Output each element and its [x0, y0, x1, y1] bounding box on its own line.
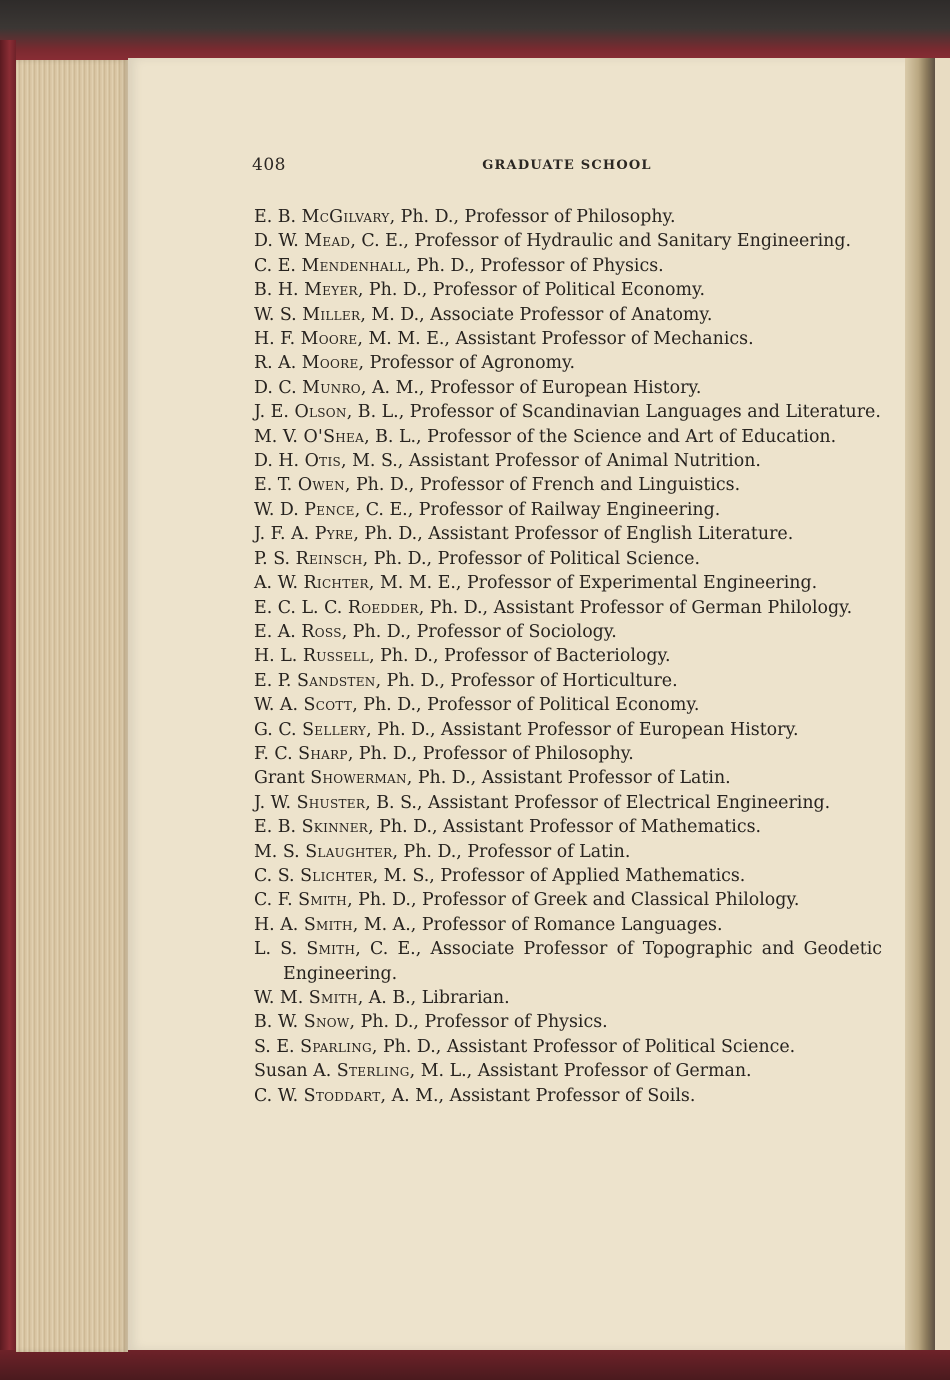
- faculty-entry: [254, 1035, 882, 1059]
- entry-surname: Slaughter: [305, 841, 393, 862]
- entry-surname: Scott: [303, 695, 353, 716]
- entry-initials: C. S.: [254, 865, 301, 886]
- running-head: [252, 155, 882, 181]
- faculty-entry: [254, 303, 882, 327]
- entry-surname: Sparling: [300, 1036, 372, 1057]
- entry-credentials: , A. B., Librarian.: [357, 988, 510, 1008]
- entry-initials: E. B.: [254, 207, 302, 227]
- entry-credentials: , M. S., Assistant Professor of Animal Nutrition.: [341, 451, 761, 472]
- faculty-list: [254, 205, 882, 1108]
- entry-credentials: , M. M. E., Assistant Professor of Mechanics.: [357, 329, 754, 350]
- entry-initials: P. S.: [254, 548, 296, 569]
- page-edges: [16, 60, 128, 1352]
- entry-credentials: , Ph. D., Professor of French and Linguistics.: [344, 475, 741, 496]
- entry-credentials: , B. L., Professor of Scandinavian Languages and Literature.: [346, 402, 881, 423]
- faculty-entry: [254, 620, 882, 644]
- faculty-entry: [254, 327, 882, 351]
- entry-initials: B. W.: [254, 1012, 304, 1033]
- entry-initials: W. D.: [254, 499, 305, 520]
- faculty-entry: [254, 376, 882, 400]
- faculty-entry: [254, 278, 882, 302]
- entry-initials: M. S.: [254, 841, 306, 862]
- entry-credentials: , M. D., Associate Professor of Anatomy.: [360, 304, 713, 325]
- faculty-entry: [254, 547, 882, 571]
- entry-surname: Russell: [302, 646, 370, 667]
- entry-surname: Skinner: [301, 817, 369, 838]
- entry-initials: C. E.: [254, 255, 302, 276]
- faculty-entry: [254, 205, 882, 229]
- entry-surname: Munro: [302, 377, 361, 398]
- entry-credentials: , B. S., Assistant Professor of Electrical Engineering.: [365, 792, 831, 813]
- entry-surname: Ross: [301, 621, 342, 642]
- entry-initials: E. B.: [254, 817, 302, 838]
- entry-credentials: , Ph. D., Assistant Professor of European History.: [366, 719, 799, 740]
- entry-credentials: , Ph. D., Professor of Political Science.: [362, 548, 700, 569]
- entry-surname: Meyer: [304, 280, 358, 301]
- entry-surname: Reinsch: [295, 548, 363, 569]
- entry-credentials: , A. M., Assistant Professor of Soils.: [380, 1085, 696, 1106]
- entry-initials: D. H.: [254, 451, 305, 472]
- entry-surname: Sterling: [336, 1061, 410, 1082]
- entry-credentials: , Ph. D., Professor of Philosophy.: [347, 743, 634, 764]
- faculty-entry: [254, 571, 882, 595]
- entry-surname: Otis: [304, 451, 342, 472]
- entry-surname: Mead: [304, 231, 351, 252]
- entry-credentials: , C. E., Professor of Railway Engineering.: [354, 499, 721, 520]
- entry-surname: Roedder: [347, 597, 419, 618]
- entry-surname: Slichter: [300, 865, 373, 886]
- faculty-entry: [254, 742, 882, 766]
- faculty-entry: [254, 229, 882, 253]
- faculty-entry: [254, 498, 882, 522]
- entry-surname: Sellery: [302, 719, 367, 740]
- faculty-entry: [254, 864, 882, 888]
- entry-initials: D. W.: [254, 231, 305, 252]
- entry-initials: R. A.: [254, 353, 302, 374]
- entry-surname: Moore: [301, 353, 359, 374]
- faculty-entry: [254, 986, 882, 1010]
- entry-surname: Smith: [303, 914, 353, 935]
- entry-initials: D. C.: [254, 377, 303, 398]
- entry-surname: Sharp: [298, 743, 348, 764]
- entry-initials: J. E.: [254, 402, 295, 423]
- entry-initials: W. S.: [254, 304, 303, 325]
- entry-credentials: , Ph. D., Assistant Professor of German Philology.: [418, 597, 853, 618]
- faculty-entry: [254, 937, 882, 986]
- entry-surname: Snow: [303, 1012, 350, 1033]
- faculty-entry: [254, 693, 882, 717]
- entry-credentials: , B. L., Professor of the Science and Art of Education.: [364, 426, 837, 447]
- entry-surname: Stoddart: [303, 1085, 381, 1106]
- entry-initials: H. L.: [254, 646, 303, 667]
- entry-surname: Smith: [298, 890, 348, 911]
- entry-initials: C. W.: [254, 1085, 304, 1106]
- entry-initials: F. C.: [254, 743, 299, 764]
- entry-surname: Smith: [306, 939, 356, 960]
- entry-initials: W. A.: [254, 695, 304, 716]
- entry-initials: E. P.: [254, 670, 297, 691]
- entry-initials: M. V.: [254, 426, 304, 447]
- faculty-entry: [254, 449, 882, 473]
- entry-initials: W. M.: [254, 988, 309, 1008]
- entry-credentials: , C. E., Associate Professor of Topographic and Geodetic Engineering.: [283, 939, 882, 984]
- entry-initials: Grant: [254, 768, 311, 789]
- entry-surname: Miller: [302, 304, 361, 325]
- entry-credentials: , Ph. D., Assistant Professor of Political Science.: [371, 1036, 796, 1057]
- faculty-entry: [254, 1010, 882, 1034]
- entry-initials: E. A.: [254, 621, 302, 642]
- entry-credentials: , Ph. D., Professor of Latin.: [392, 841, 631, 862]
- entry-credentials: , C. E., Professor of Hydraulic and Sanitary Engineering.: [350, 231, 852, 252]
- entry-initials: J. F. A.: [254, 524, 315, 545]
- faculty-entry: [254, 522, 882, 546]
- faculty-entry: [254, 596, 882, 620]
- faculty-entry: [254, 400, 882, 424]
- entry-surname: Showerman: [310, 768, 407, 789]
- entry-initials: J. W.: [254, 792, 297, 813]
- entry-credentials: , M. M. E., Professor of Experimental Engineering.: [368, 573, 818, 594]
- entry-credentials: , M. S., Professor of Applied Mathematics.: [372, 865, 746, 886]
- faculty-entry: [254, 473, 882, 497]
- page-number: 408: [252, 155, 286, 175]
- entry-credentials: , M. A., Professor of Romance Languages.: [352, 914, 723, 935]
- faculty-entry: [254, 644, 882, 668]
- entry-surname: Moore: [300, 329, 358, 350]
- entry-credentials: , Ph. D., Professor of Horticulture.: [375, 670, 678, 691]
- entry-credentials: , Ph. D., Assistant Professor of Latin.: [406, 768, 731, 789]
- entry-initials: H. A.: [254, 914, 304, 935]
- entry-surname: Mendenhall: [301, 255, 406, 276]
- entry-initials: S. E.: [254, 1036, 301, 1057]
- faculty-entry: [254, 766, 882, 790]
- entry-surname: Shuster: [296, 792, 366, 813]
- faculty-entry: [254, 669, 882, 693]
- entry-initials: E. C. L. C.: [254, 597, 348, 618]
- entry-credentials: , Ph. D., Professor of Political Economy.: [352, 695, 700, 716]
- entry-initials: B. H.: [254, 280, 305, 301]
- entry-initials: L. S.: [254, 939, 307, 960]
- running-head-title: GRADUATE SCHOOL: [482, 158, 652, 173]
- faculty-entry: [254, 791, 882, 815]
- faculty-entry: [254, 1059, 882, 1083]
- entry-credentials: , Ph. D., Assistant Professor of Mathematics.: [368, 817, 762, 838]
- entry-credentials: , Ph. D., Professor of Physics.: [349, 1012, 608, 1033]
- book-cover-left: [0, 40, 16, 1380]
- entry-credentials: , M. L., Assistant Professor of German.: [409, 1061, 752, 1082]
- faculty-entry: [254, 888, 882, 912]
- entry-surname: Owen: [297, 475, 345, 496]
- faculty-entry: [254, 425, 882, 449]
- entry-surname: Sandsten: [296, 670, 376, 691]
- entry-surname: Olson: [294, 402, 347, 423]
- entry-credentials: , Professor of Agronomy.: [358, 353, 576, 374]
- faculty-entry: [254, 351, 882, 375]
- entry-surname: Smith: [308, 988, 358, 1008]
- entry-initials: Susan A.: [254, 1061, 337, 1082]
- entry-surname: O'Shea: [303, 426, 365, 447]
- entry-surname: Richter: [303, 573, 369, 594]
- entry-initials: C. F.: [254, 890, 299, 911]
- page-gutter: [905, 58, 935, 1350]
- entry-initials: A. W.: [254, 573, 304, 594]
- faculty-entry: [254, 815, 882, 839]
- faculty-entry: [254, 1084, 882, 1108]
- entry-surname: Pence: [304, 499, 355, 520]
- entry-surname: McGilvary: [301, 207, 390, 227]
- faculty-entry: [254, 913, 882, 937]
- entry-credentials: , Ph. D., Professor of Philosophy.: [389, 207, 676, 227]
- entry-credentials: , Ph. D., Professor of Political Economy.: [357, 280, 706, 301]
- book-cover-bottom: [0, 1350, 950, 1380]
- entry-initials: H. F.: [254, 329, 301, 350]
- entry-initials: E. T.: [254, 475, 298, 496]
- faculty-entry: [254, 840, 882, 864]
- entry-credentials: , A. M., Professor of European History.: [360, 377, 702, 398]
- entry-credentials: , Ph. D., Professor of Sociology.: [341, 621, 617, 642]
- entry-credentials: , Ph. D., Professor of Greek and Classical Philology.: [347, 890, 800, 911]
- entry-credentials: , Ph. D., Assistant Professor of English Literature.: [353, 524, 794, 545]
- entry-credentials: , Ph. D., Professor of Physics.: [405, 255, 664, 276]
- faculty-entry: [254, 254, 882, 278]
- entry-credentials: , Ph. D., Professor of Bacteriology.: [369, 646, 671, 667]
- next-page-edge: [935, 58, 950, 1350]
- entry-surname: Pyre: [314, 524, 354, 545]
- faculty-entry: [254, 718, 882, 742]
- book-cover-top: [0, 0, 950, 62]
- entry-initials: G. C.: [254, 719, 303, 740]
